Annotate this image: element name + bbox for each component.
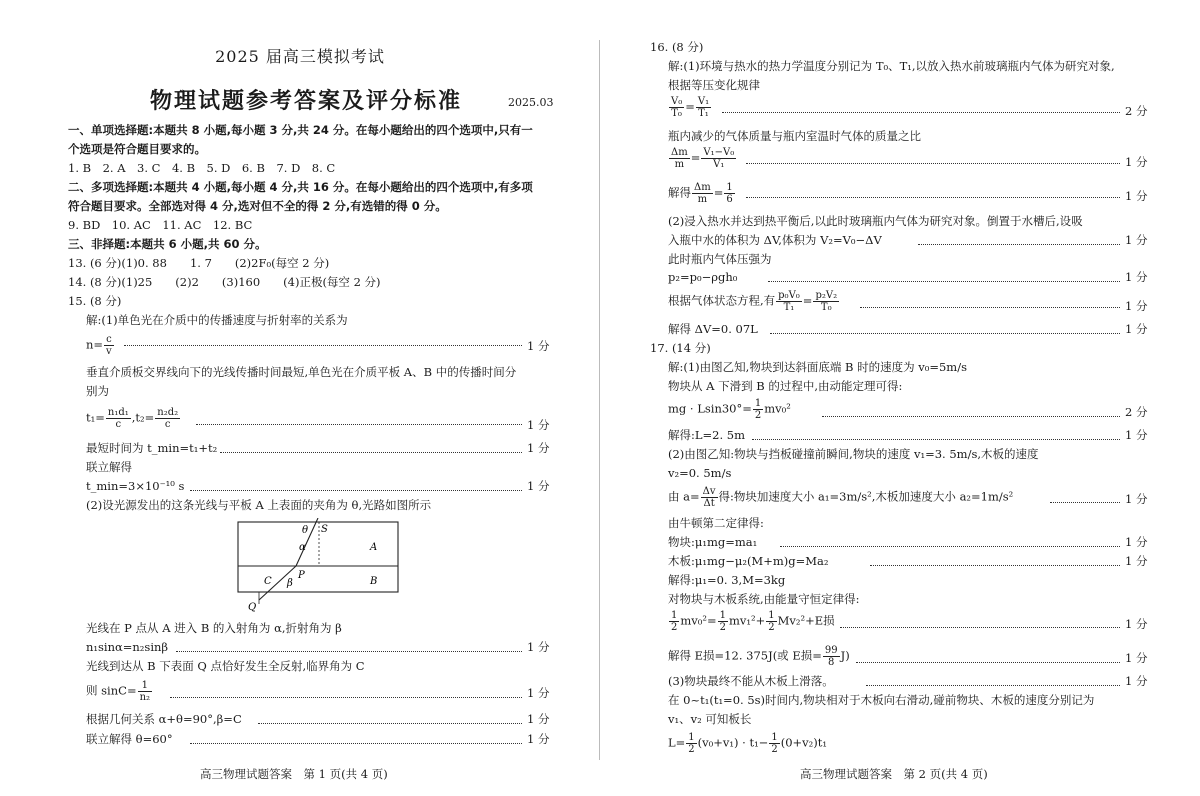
- q16-header: 16. (8 分): [650, 40, 704, 54]
- score-leader: [746, 163, 1120, 164]
- q15-line5: t_min=3×10⁻¹⁰ s: [86, 479, 185, 493]
- exam-date: 2025.03: [508, 96, 554, 109]
- score-leader: [866, 685, 1120, 686]
- q17-line5-cont: v₂=0. 5m/s: [668, 466, 732, 480]
- score-leader: [722, 112, 1120, 113]
- q17-line1: 解:(1)由图乙知,物块到达斜面底端 B 时的速度为 v₀=5m/s: [668, 360, 967, 374]
- q15-line3: 最短时间为 t_min=t₁+t₂: [86, 441, 218, 455]
- score-1: 1 分: [1125, 233, 1148, 247]
- q17-line16: L= $\frac{1}{2}$ (v₀+v₁) · t₁− $\frac{1}{2}$ (0+v₂)t₁: [668, 732, 827, 755]
- q16-eq3: 解得 $\frac{\Delta m}{m}$ = $\frac{1}{6}$: [668, 182, 733, 205]
- score-leader: [822, 416, 1120, 417]
- q16-line4: 此时瓶内气体压强为: [668, 252, 772, 266]
- section2-answers: 9. BD 10. AC 11. AC 12. BC: [68, 218, 253, 232]
- score-1: 1 分: [1125, 617, 1148, 631]
- label-beta: β: [287, 578, 293, 589]
- score-leader: [124, 345, 522, 346]
- q17-line6: 由 a= $\frac{\Delta v}{\Delta t}$ 得:物块加速度大小 a₁=3m/s²,木板加速度大小 a₂=1m/s²: [668, 486, 1014, 509]
- exam-title: 2025 届高三模拟考试: [215, 47, 385, 66]
- q16-line5: p₂=p₀−ρgh₀: [668, 270, 738, 284]
- score-leader: [220, 452, 522, 453]
- score-leader: [770, 333, 1120, 334]
- q15-line6: (2)设光源发出的这条光线与平板 A 上表面的夹角为 θ,光路如图所示: [86, 498, 432, 512]
- q15-line2: 垂直介质板交界线向下的光线传播时间最短,单色光在介质平板 A、B 中的传播时间分: [86, 365, 517, 379]
- label-b: B: [370, 576, 378, 587]
- score-leader: [768, 281, 1120, 282]
- q15-line9: 光线到达从 B 下表面 Q 点恰好发生全反射,临界角为 C: [86, 659, 365, 673]
- q17-line15-cont: v₁、v₂ 可知板长: [668, 712, 752, 726]
- score-1: 1 分: [1125, 322, 1148, 336]
- q15-line1: 解:(1)单色光在介质中的传播速度与折射率的关系为: [86, 313, 348, 327]
- q16-line3-cont: 入瓶中水的体积为 ΔV,体积为 V₂=V₀−ΔV: [668, 233, 882, 247]
- score-1: 1 分: [1125, 270, 1148, 284]
- q17-line5: (2)由图乙知:物块与挡板碰撞前瞬间,物块的速度 v₁=3. 5m/s,木板的速度: [668, 447, 1039, 461]
- q16-eq1: $\frac{\text{V₀}}{\text{T₀}}$ = $\frac{\text{V₁}}{\text{T₁}}$: [671, 96, 710, 119]
- page-footer: 高三物理试题答案 第 2 页(共 4 页): [800, 767, 988, 781]
- label-alpha: α: [299, 542, 306, 553]
- score-1: 1 分: [1125, 299, 1148, 313]
- label-q: Q: [248, 602, 257, 613]
- q17-line10: 解得:μ₁=0. 3,M=3kg: [668, 573, 786, 587]
- q17-line14: (3)物块最终不能从木板上滑落。: [668, 674, 834, 688]
- q15-line2-cont: 别为: [86, 384, 109, 398]
- score-leader: [196, 424, 522, 425]
- q15-eq2: t₁= $\frac{\text{n₁d₁}}{c}$ ,t₂= $\frac{\text{n₂d₂}}{c}$: [86, 407, 179, 430]
- score-2: 2 分: [1125, 405, 1148, 419]
- section1-header: 一、单项选择题:本题共 8 小题,每小题 3 分,共 24 分。在每小题给出的四个选项中,只有一: [68, 123, 533, 137]
- score-1: 1 分: [1125, 554, 1148, 568]
- q16-eq2: $\frac{\Delta m}{m}$ = $\frac{\text{V₁−V₀}}{\text{V₁}}$: [671, 147, 735, 170]
- q17-line11: 对物块与木板系统,由能量守恒定律得:: [668, 592, 860, 606]
- label-theta: θ: [302, 525, 309, 536]
- q16-line3: (2)浸入热水并达到热平衡后,以此时玻璃瓶内气体为研究对象。倒置于水槽后,设吸: [668, 214, 1083, 228]
- score-2: 2 分: [1125, 104, 1148, 118]
- score-leader: [752, 439, 1120, 440]
- q15-eq1: n= $\frac{c}{v}$: [86, 334, 112, 357]
- q15-line11: 根据几何关系 α+θ=90°,β=C: [86, 712, 242, 726]
- q15-line10: 则 sinC= $\frac{1}{\text{n₂}}$: [86, 680, 151, 703]
- q17-line7: 由牛顿第二定律得:: [668, 516, 764, 530]
- q16-line2: 瓶内减少的气体质量与瓶内室温时气体的质量之比: [668, 129, 921, 143]
- q15-header: 15. (8 分): [68, 294, 122, 308]
- q13-answer: 13. (6 分)(1)0. 88 1. 7 (2)2F₀(每空 2 分): [68, 256, 330, 270]
- score-leader: [258, 723, 522, 724]
- q16-line7: 解得 ΔV=0. 07L: [668, 322, 758, 336]
- answer-page-2: [600, 0, 1200, 796]
- q17-line3: mg · Lsin30°= $\frac{1}{2}$ mv₀²: [668, 398, 791, 421]
- q15-line7: 光线在 P 点从 A 进入 B 的入射角为 α,折射角为 β: [86, 621, 342, 635]
- q15-line12: 联立解得 θ=60°: [86, 732, 173, 746]
- q17-line8: 物块:μ₁mg=ma₁: [668, 535, 758, 549]
- q16-line1: 解:(1)环境与热水的热力学温度分别记为 T₀、T₁,以放入热水前玻璃瓶内气体为研究对象,: [668, 59, 1115, 73]
- page-footer: 高三物理试题答案 第 1 页(共 4 页): [200, 767, 388, 781]
- score-1: 1 分: [527, 712, 550, 726]
- q17-line12: $\frac{1}{2}$ mv₀²= $\frac{1}{2}$ mv₁²+ $\frac{1}{2}$ Mv₂²+E损: [671, 610, 835, 633]
- score-1: 1 分: [527, 732, 550, 746]
- score-leader: [170, 697, 522, 698]
- score-1: 1 分: [1125, 674, 1148, 688]
- score-leader: [780, 546, 1120, 547]
- score-1: 1 分: [1125, 492, 1148, 506]
- label-c: C: [264, 576, 272, 587]
- q17-header: 17. (14 分): [650, 341, 711, 355]
- section2-header: 二、多项选择题:本题共 4 小题,每小题 4 分,共 16 分。在每小题给出的四个选项中,有多项: [68, 180, 533, 194]
- score-leader: [860, 307, 1120, 308]
- score-leader: [856, 662, 1120, 663]
- score-leader: [918, 244, 1120, 245]
- light-path-figure: [232, 518, 412, 614]
- q17-line4: 解得:L=2. 5m: [668, 428, 745, 442]
- q17-line9: 木板:μ₁mg−μ₂(M+m)g=Ma₂: [668, 554, 829, 568]
- score-1: 1 分: [1125, 155, 1148, 169]
- label-p: P: [298, 570, 305, 581]
- label-s: S: [321, 524, 328, 535]
- score-1: 1 分: [527, 479, 550, 493]
- q14-answer: 14. (8 分)(1)25 (2)2 (3)160 (4)正极(每空 2 分): [68, 275, 381, 289]
- score-leader: [746, 197, 1120, 198]
- label-a: A: [370, 542, 378, 553]
- main-title: 物理试题参考答案及评分标准: [150, 89, 463, 114]
- score-leader: [840, 627, 1120, 628]
- score-leader: [870, 565, 1120, 566]
- score-1: 1 分: [1125, 189, 1148, 203]
- score-1: 1 分: [527, 418, 550, 432]
- score-1: 1 分: [527, 339, 550, 353]
- score-leader: [176, 651, 522, 652]
- q16-line1-cont: 根据等压变化规律: [668, 78, 760, 92]
- score-leader: [1050, 502, 1120, 503]
- score-leader: [190, 743, 522, 744]
- q17-line13: 解得 E损=12. 375J(或 E损= $\frac{99}{8}$ J): [668, 645, 850, 668]
- q17-line2: 物块从 A 下滑到 B 的过程中,由动能定理可得:: [668, 379, 903, 393]
- section1-header-cont: 个选项是符合题目要求的。: [68, 142, 206, 156]
- section3-header: 三、非择题:本题共 6 小题,共 60 分。: [68, 237, 267, 251]
- score-1: 1 分: [1125, 651, 1148, 665]
- q16-line6: 根据气体状态方程,有 $\frac{\text{p₀V₀}}{\text{T₁}}$ = $\frac{\text{p₂V₂}}{\text{T₀}}$: [668, 290, 838, 313]
- score-leader: [190, 490, 522, 491]
- score-1: 1 分: [527, 686, 550, 700]
- score-1: 1 分: [527, 640, 550, 654]
- score-1: 1 分: [1125, 535, 1148, 549]
- q17-line15: 在 0~t₁(t₁=0. 5s)时间内,物块相对于木板向右滑动,碰前物块、木板的速度分别记为: [668, 693, 1095, 707]
- score-1: 1 分: [527, 441, 550, 455]
- section1-answers: 1. B 2. A 3. C 4. B 5. D 6. B 7. D 8. C: [68, 161, 336, 175]
- q15-line8: n₁sinα=n₂sinβ: [86, 640, 169, 654]
- section2-header-cont: 符合题目要求。全部选对得 4 分,选对但不全的得 2 分,有选错的得 0 分。: [68, 199, 447, 213]
- q15-line4: 联立解得: [86, 460, 132, 474]
- score-1: 1 分: [1125, 428, 1148, 442]
